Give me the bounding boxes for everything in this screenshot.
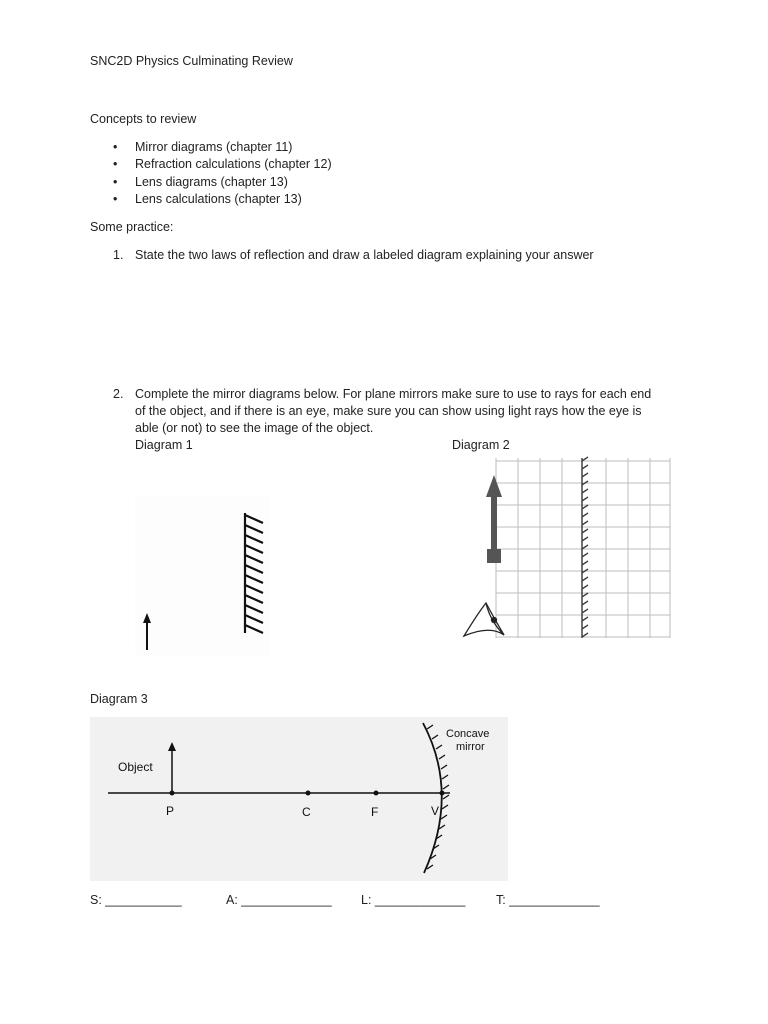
question-2-line-1: Complete the mirror diagrams below. For plane mirrors make sure to use to rays for each end bbox=[135, 387, 652, 401]
point-p-label: P bbox=[166, 804, 175, 818]
rubric-t: T: _____________ bbox=[496, 893, 600, 907]
concepts-heading: Concepts to review bbox=[90, 112, 197, 126]
list-item: Refraction calculations (chapter 12) bbox=[135, 157, 332, 171]
list-item: Mirror diagrams (chapter 11) bbox=[135, 140, 293, 154]
point-c-label: C bbox=[302, 805, 311, 819]
question-2-number: 2. bbox=[113, 387, 124, 401]
point-p-marker bbox=[170, 791, 175, 796]
rubric-a: A: _____________ bbox=[226, 893, 332, 907]
rubric-l: L: _____________ bbox=[361, 893, 466, 907]
diagram-1-figure bbox=[135, 495, 270, 655]
question-2-line-2: of the object, and if there is an eye, make sure you can show using light rays how the eye is bbox=[135, 404, 642, 418]
rubric-s: S: ___________ bbox=[90, 893, 182, 907]
point-f-marker bbox=[374, 791, 379, 796]
diagram-2-figure bbox=[460, 453, 672, 641]
bullet-icon: • bbox=[113, 140, 118, 154]
diagram-3-figure bbox=[90, 717, 508, 881]
mirror-label-line-1: Concave bbox=[446, 728, 490, 740]
list-item: Lens diagrams (chapter 13) bbox=[135, 175, 288, 189]
bullet-icon: • bbox=[113, 175, 118, 189]
bullet-icon: • bbox=[113, 157, 118, 171]
question-2-line-3: able (or not) to see the image of the object. bbox=[135, 421, 374, 435]
diagram-3-label: Diagram 3 bbox=[90, 692, 148, 706]
diagram-2-label: Diagram 2 bbox=[452, 438, 510, 452]
question-1-number: 1. bbox=[113, 248, 124, 262]
point-c-marker bbox=[306, 791, 311, 796]
point-v-label: V bbox=[431, 804, 440, 818]
diagram-1-label: Diagram 1 bbox=[135, 438, 193, 452]
bullet-icon: • bbox=[113, 192, 118, 206]
list-item: Lens calculations (chapter 13) bbox=[135, 192, 302, 206]
page-title: SNC2D Physics Culminating Review bbox=[90, 54, 293, 68]
practice-heading: Some practice: bbox=[90, 220, 174, 234]
question-1-text: State the two laws of reflection and draw a labeled diagram explaining your answer bbox=[135, 248, 594, 262]
point-f-label: F bbox=[371, 805, 379, 819]
mirror-label-line-2: mirror bbox=[456, 741, 485, 753]
object-label: Object bbox=[118, 760, 153, 774]
